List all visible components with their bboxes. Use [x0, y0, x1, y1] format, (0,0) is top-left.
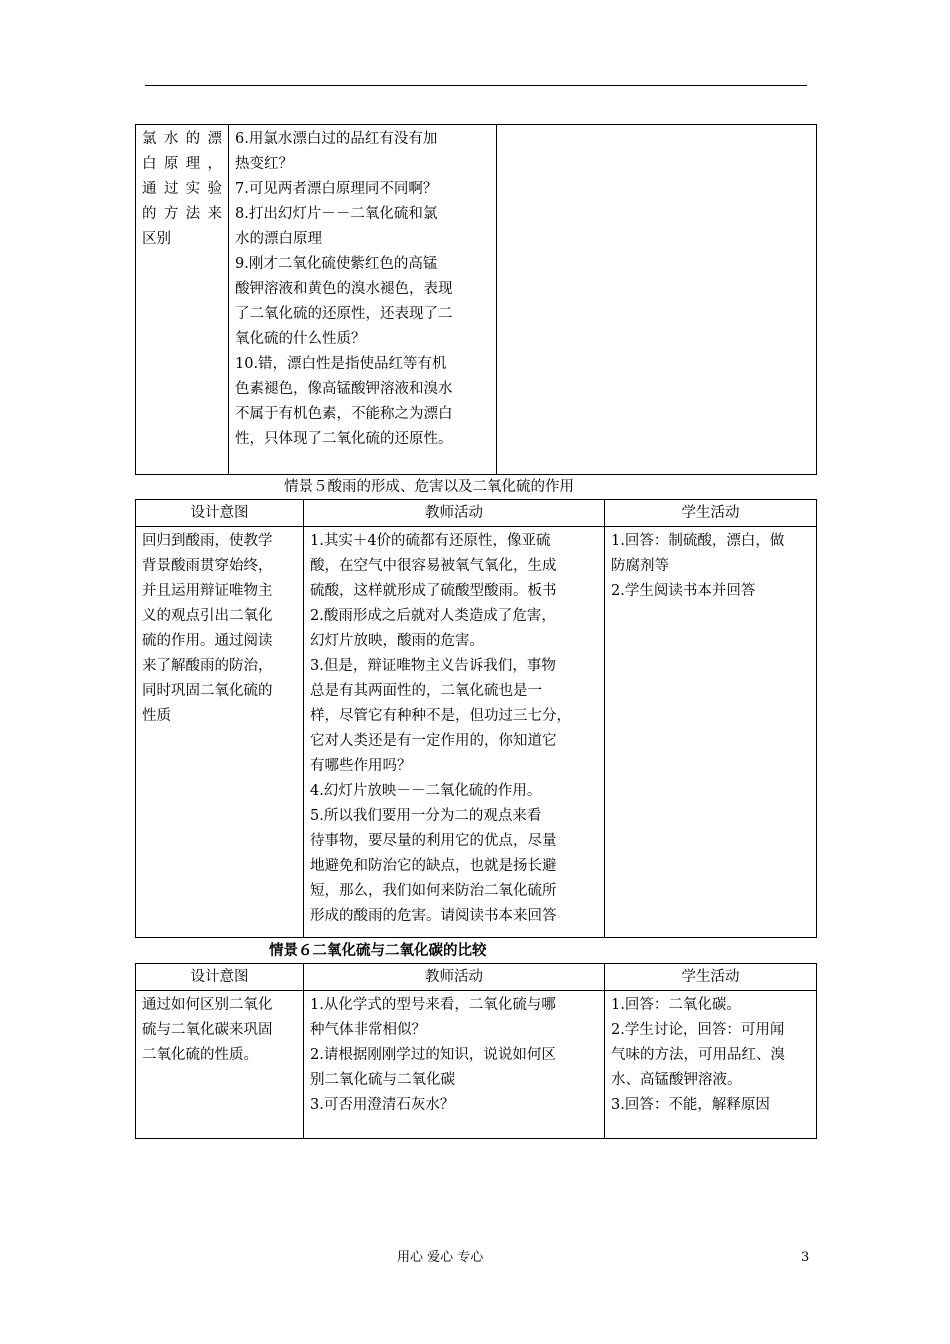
- scene6-title: 情景６二氧化硫与二氧化碳的比较: [269, 942, 487, 959]
- text-line: 性质: [142, 708, 171, 724]
- text-line: 有哪些作用吗？: [310, 758, 412, 774]
- text-line: 3.但是，辩证唯物主义告诉我们，事物: [310, 658, 556, 674]
- text-line: 气味的方法，可用品红、溴: [611, 1047, 785, 1063]
- text-line: 它对人类还是有一定作用的，你知道它: [310, 733, 557, 749]
- teacher-activity-cell: [229, 125, 497, 475]
- text-line: 氧化硫的什么性质？: [235, 331, 366, 347]
- text-line: 样，尽管它有种种不是，但功过三七分，: [310, 708, 571, 724]
- text-line: 1.其实＋4价的硫都有还原性，像亚硫: [310, 533, 551, 549]
- text-line: 硫与二氧化碳来巩固: [142, 1022, 273, 1038]
- header-teacher: 教师活动: [304, 500, 605, 527]
- text-line: 背景酸雨贯穿始终，: [142, 558, 273, 574]
- text-line: 区别: [142, 231, 171, 247]
- text-line: 白原理，: [142, 156, 222, 172]
- intent-cell: [136, 125, 229, 475]
- text-line: 1.回答：制硫酸，漂白，做: [611, 533, 785, 549]
- text-line: 10.错，漂白性是指使品红等有机: [235, 356, 447, 372]
- text-line: 了二氧化硫的还原性，还表现了二: [235, 306, 453, 322]
- text-line: 水、高锰酸钾溶液。: [611, 1072, 742, 1088]
- text-line: 来了解酸雨的防治，: [142, 658, 273, 674]
- text-line: 3.回答：不能，解释原因: [611, 1097, 770, 1113]
- text-line: 形成的酸雨的危害。请阅读书本来回答: [310, 908, 557, 924]
- text-line: 2.学生讨论，回答：可用闻: [611, 1022, 785, 1038]
- text-line: 总是有其两面性的，二氧化硫也是一: [310, 683, 542, 699]
- header-student: 学生活动: [605, 964, 817, 991]
- text-line: 幻灯片放映，酸雨的危害。: [310, 633, 484, 649]
- footer-slogan: 用心 爱心 专心: [397, 1250, 484, 1265]
- text-line: 并且运用辩证唯物主: [142, 583, 273, 599]
- text-line: 同时巩固二氧化硫的: [142, 683, 273, 699]
- text-line: 地避免和防治它的缺点，也就是扬长避: [310, 858, 557, 874]
- page-number: 3: [801, 1250, 810, 1265]
- text-line: 2.学生阅读书本并回答: [611, 583, 756, 599]
- text-line: 9.刚才二氧化硫使紫红色的高锰: [235, 256, 438, 272]
- intent-cell: [136, 991, 304, 1139]
- text-line: 通过如何区别二氧化: [142, 997, 273, 1013]
- student-activity-cell: [497, 125, 817, 475]
- text-line: 1.回答：二氧化碳。: [611, 997, 741, 1013]
- header-teacher: 教师活动: [304, 964, 605, 991]
- text-line: 义的观点引出二氧化: [142, 608, 273, 624]
- table-scene4-continued: [135, 124, 817, 475]
- text-line: 种气体非常相似？: [310, 1022, 426, 1038]
- text-line: 酸钾溶液和黄色的溴水褪色，表现: [235, 281, 453, 297]
- text-line: 氯水的漂: [142, 131, 222, 147]
- student-activity-cell: [605, 991, 817, 1139]
- header-student: 学生活动: [605, 500, 817, 527]
- text-line: 通过实验: [142, 181, 222, 197]
- text-line: 酸，在空气中很容易被氧气氧化，生成: [310, 558, 557, 574]
- header-rule: [145, 85, 807, 86]
- text-line: 防腐剂等: [611, 558, 669, 574]
- text-line: 热变红？: [235, 156, 293, 172]
- text-line: 别二氧化硫与二氧化碳: [310, 1072, 455, 1088]
- teacher-activity-cell: [304, 991, 605, 1139]
- header-intent: 设计意图: [136, 500, 304, 527]
- text-line: 不属于有机色素，不能称之为漂白: [235, 406, 453, 422]
- student-activity-cell: [605, 527, 817, 938]
- intent-cell: [136, 527, 304, 938]
- text-line: 2.酸雨形成之后就对人类造成了危害，: [310, 608, 556, 624]
- text-line: 6.用氯水漂白过的品红有没有加: [235, 131, 438, 147]
- text-line: 3.可否用澄清石灰水？: [310, 1097, 455, 1113]
- table-scene6: [135, 963, 817, 1139]
- table-scene5: [135, 499, 817, 938]
- text-line: 2.请根据刚刚学过的知识，说说如何区: [310, 1047, 556, 1063]
- text-line: 色素褪色，像高锰酸钾溶液和溴水: [235, 381, 453, 397]
- text-line: 4.幻灯片放映－－二氧化硫的作用。: [310, 783, 542, 799]
- text-line: 硫的作用。通过阅读: [142, 633, 273, 649]
- text-line: 回归到酸雨，使教学: [142, 533, 273, 549]
- text-line: 短，那么，我们如何来防治二氧化硫所: [310, 883, 557, 899]
- text-line: 8.打出幻灯片－－二氧化硫和氯: [235, 206, 438, 222]
- text-line: 1.从化学式的型号来看，二氧化硫与哪: [310, 997, 556, 1013]
- text-line: 水的漂白原理: [235, 231, 322, 247]
- text-line: 性，只体现了二氧化硫的还原性。: [235, 431, 453, 447]
- text-line: 硫酸，这样就形成了硫酸型酸雨。板书: [310, 583, 557, 599]
- teacher-activity-cell: [304, 527, 605, 938]
- text-line: 的方法来: [142, 206, 222, 222]
- text-line: 待事物，要尽量的利用它的优点，尽量: [310, 833, 557, 849]
- text-line: 7.可见两者漂白原理同不同啊？: [235, 181, 438, 197]
- scene5-title: 情景５酸雨的形成、危害以及二氧化硫的作用: [284, 479, 574, 495]
- text-line: 5.所以我们要用一分为二的观点来看: [310, 808, 542, 824]
- header-intent: 设计意图: [136, 964, 304, 991]
- text-line: 二氧化硫的性质。: [142, 1047, 258, 1063]
